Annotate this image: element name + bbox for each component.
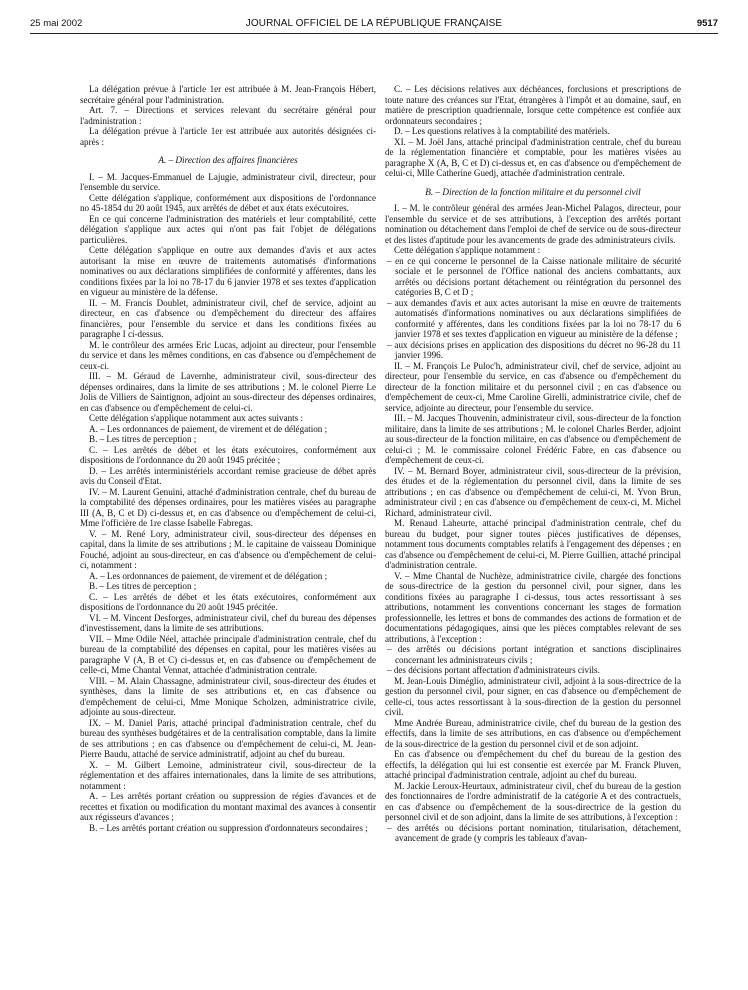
paragraph: III. – M. Géraud de Lavernhe, administrateur civil, sous-directeur des dépenses ordinaires, dans la limite de ses attributions ; M. le colonel Pierre Le Jolis de Villiers de Saintignon, adjoint au sous-directeur des dépenses ordinaires, en cas d'absence ou d'empêchement de celui-ci.	[80, 371, 376, 413]
paragraph: II. – M. François Le Puloc'h, administrateur civil, chef de service, adjoint au directeur, pour l'ensemble du service, en cas d'absence ou d'empêchement du directeur de la fonction militaire et du personnel civil ; en cas d'absence ou d'empêchement de ceux-ci, Mme Caroline Girelli, administratrice civile, chef de service, adjointe au directeur, pour l'ensemble du service.	[385, 360, 681, 413]
dash-list	[385, 256, 681, 361]
paragraph: B. – Les arrêtés portant création ou suppression d'ordonnateurs secondaires ;	[89, 822, 368, 833]
section-heading: A. – Direction des affaires financières	[158, 155, 298, 165]
list-item: – des arrêtés ou décisions portant intégration et sanctions disciplinaires concernant les administrateurs civils ;	[385, 644, 681, 665]
paragraph: La délégation prévue à l'article 1er est attribuée aux autorités désignées ci-après :	[80, 126, 376, 147]
paragraph: La délégation prévue à l'article 1er est attribuée à M. Jean-François Hébert, secrétaire général pour l'administration.	[80, 84, 376, 105]
paragraph: IX. – M. Daniel Paris, attaché principal d'administration centrale, chef du bureau des synthèses budgétaires et de la centralisation comptable, dans la limite de ses attributions ; en cas d'absence ou d'empêchement de celui-ci, M. Jean-Pierre Baudu, attaché de service administratif, adjoint au chef du bureau.	[80, 717, 376, 759]
paragraph: Cette délégation s'applique, conformément aux dispositions de l'ordonnance no 45-1854 du 20 août 1945, aux arrêtés de débet et aux états exécutoires.	[80, 192, 376, 213]
paragraph: C. – Les décisions relatives aux déchéances, forclusions et prescriptions de toute nature des créances sur l'Etat, étrangères à l'impôt et au domaine, sauf, en matière de prescription quadriennale, lorsque cette compétence est confiée aux ordonnateurs secondaires ;	[385, 84, 681, 126]
paragraph: Cette délégation s'applique notamment aux actes suivants :	[89, 413, 304, 423]
list-item: – des arrêtés ou décisions portant nomination, titularisation, détachement, avancement de grade (y compris les tableaux d'avan-	[385, 823, 681, 844]
page-date: 25 mai 2002	[30, 18, 83, 29]
paragraph: V. – M. René Lory, administrateur civil, sous-directeur des dépenses en capital, dans la limite de ses attributions ; M. le capitaine de vaisseau Dominique Fouché, adjoint au sous-directeur, en cas d'absence ou d'empêchement de celui-ci, notamment :	[80, 528, 376, 570]
paragraph: Cette délégation s'applique notamment :	[394, 245, 541, 255]
paragraph: B. – Les titres de perception ;	[89, 581, 197, 591]
page-header	[30, 16, 718, 32]
paragraph: A. – Les ordonnances de paiement, de virement et de délégation ;	[89, 570, 328, 581]
paragraph: VI. – M. Vincent Desforges, administrateur civil, chef du bureau des dépenses d'investissement, dans la limite de ses attributions.	[80, 612, 376, 633]
paragraph: B. – Les titres de perception ;	[89, 434, 197, 444]
paragraph: VIII. – M. Alain Chassagne, administrateur civil, sous-directeur des études et synthèses, dans la limite de ses attributions et, en cas d'absence ou d'empêchement de celui-ci, Mme Monique Scholzen, administratrice civile, adjointe au sous-directeur.	[80, 675, 376, 717]
right-column	[385, 84, 681, 844]
paragraph: IV. – M. Bernard Boyer, administrateur civil, sous-directeur de la prévision, des études et de la réglementation du personnel civil, dans la limite de ses attributions ; en cas d'absence ou d'empêchement de celui-ci, M. Yvon Brun, administrateur civil ; en cas d'absence ou d'empêchement de ceux-ci, M. Michel Richard, administrateur civil.	[385, 465, 681, 518]
header-rule	[30, 33, 718, 34]
list-item: – aux décisions prises en application des dispositions du décret no 96-28 du 11 janvier 1996.	[385, 340, 681, 361]
left-column	[80, 84, 376, 833]
paragraph: M. Jean-Louis Diméglio, administrateur civil, adjoint à la sous-directrice de la gestion du personnel civil, pour signer, en cas d'absence ou d'empêchement de celle-ci, tous actes ressortissant à la sous-direction de la gestion du personnel civil.	[385, 675, 681, 717]
paragraph: A. – Les arrêtés portant création ou suppression de régies d'avances et de recettes et fixation ou modification du montant maximal des avances à consentir aux régisseurs d'avances ;	[80, 791, 376, 822]
paragraph: VII. – Mme Odile Néel, attachée principale d'administration centrale, chef du bureau de la comptabilité des dépenses en capital, pour les matières visées au paragraphe V (A, B et C) ci-dessus et, en cas d'absence ou d'empêchement de celle-ci, Mme Chantal Vennat, attachée d'administration centrale.	[80, 633, 376, 675]
dash-list	[385, 644, 681, 676]
list-item: – aux demandes d'avis et aux actes autorisant la mise en œuvre de traitements automatisés d'informations nominatives ou aux déclarations simplifiées de conformité y afférentes, dans les conditions fixées par la loi no 78-17 du 6 janvier 1978 et ses textes d'application en vigueur au ministère de la défense ;	[385, 298, 681, 340]
paragraph: En cas d'absence ou d'empêchement du chef du bureau de la gestion des effectifs, la délégation qui lui est consentie est exercée par M. Franck Pluven, attaché principal d'administration centrale, adjoint au chef du bureau.	[385, 749, 681, 780]
dash-list	[385, 823, 681, 844]
paragraph: V. – Mme Chantal de Nuchèze, administratrice civile, chargée des fonctions de sous-directrice de la gestion du personnel civil, pour signer, dans les conditions fixées au paragraphe I ci-dessus, tous actes ressortissant à ses attributions, notamment les conventions concernant les stages de formation professionnelle, les lettres et bons de commandes des actions de formation et de documentations pédagogiques, ainsi que les pièces comptables relevant de ses attributions, à l'exception :	[385, 570, 681, 644]
paragraph: I. – M. le contrôleur général des armées Jean-Michel Palagos, directeur, pour l'ensemble du service et de ses attributions, à l'exception des arrêtés portant nomination ou détachement dans l'emploi de chef de service ou de sous-directeur et des listes d'aptitude pour les avancements de grade des administrateurs civils.	[385, 203, 681, 245]
paragraph: Cette délégation s'applique en outre aux demandes d'avis et aux actes autorisant la mise en œuvre de traitements automatisés d'informations nominatives ou aux déclarations simplifiées de conformité y afférentes, dans les conditions fixées par la loi no 78-17 du 6 janvier 1978 et ses textes d'application en vigueur au ministère de la défense.	[80, 245, 376, 297]
paragraph: En ce qui concerne l'administration des matériels et leur comptabilité, cette délégation s'applique aux actes qui n'ont pas fait l'objet de délégations particulières.	[80, 213, 376, 245]
paragraph: II. – M. Francis Doublet, administrateur civil, chef de service, adjoint au directeur, en cas d'absence ou d'empêchement du directeur des affaires financières, pour l'ensemble du service et dans les conditions fixées au paragraphe I ci-dessus.	[80, 297, 376, 339]
journal-title: JOURNAL OFFICIEL DE LA RÉPUBLIQUE FRANÇAISE	[245, 18, 503, 29]
paragraph: XI. – M. Joël Jans, attaché principal d'administration centrale, chef du bureau de la réglementation financière et comptable, pour les matières visées au paragraphe X (A, B, C et D) ci-dessus et, en cas d'absence ou d'empêchement de celui-ci, Mlle Catherine Guedj, attachée d'administration centrale.	[385, 136, 681, 178]
paragraph: Mme Andrée Bureau, administratrice civile, chef du bureau de la gestion des effectifs, dans la limite de ses attributions, en cas d'absence ou d'empêchement de la sous-directrice de la gestion du personnel civil et de son adjoint.	[385, 717, 681, 749]
paragraph: D. – Les arrêtés interministériels accordant remise gracieuse de débet après avis du Conseil d'Etat.	[80, 465, 376, 486]
paragraph: A. – Les ordonnances de paiement, de virement et de délégation ;	[89, 423, 328, 434]
paragraph: Art. 7. – Directions et services relevant du secrétaire général pour l'administration :	[80, 105, 376, 126]
paragraph: C. – Les arrêtés de débet et les états exécutoires, conformément aux dispositions de l'ordonnance du 20 août 1945 précitée ;	[80, 444, 376, 465]
paragraph: M. Jackie Leroux-Heurtaux, administrateur civil, chef du bureau de la gestion des fonctionnaires de l'ordre administratif de la catégorie A et des contractuels, en cas d'absence ou d'empêchement de la sous-directrice de la gestion du personnel civil et de son adjoint, dans la limite de ses attributions, à l'exception :	[385, 780, 681, 822]
paragraph: M. Renaud Laheurte, attaché principal d'administration centrale, chef du bureau du budget, pour signer toutes pièces justificatives de dépenses, notamment tous documents comptables relatifs à l'engagement des dépenses ; en cas d'absence ou d'empêchement de celui-ci, M. Pierre Guillien, attaché principal d'administration centrale.	[385, 518, 681, 570]
paragraph: M. le contrôleur des armées Eric Lucas, adjoint au directeur, pour l'ensemble du service et dans les mêmes conditions, en cas d'absence ou d'empêchement de ceux-ci.	[80, 339, 376, 371]
page-number: 9517	[696, 18, 718, 29]
paragraph: D. – Les questions relatives à la comptabilité des matériels.	[394, 126, 610, 136]
section-heading: B. – Direction de la fonction militaire et du personnel civil	[425, 186, 641, 197]
list-item: – en ce qui concerne le personnel de la Caisse nationale militaire de sécurité sociale et le personnel de l'Office national des anciens combattants, aux arrêtés ou décisions portant détachement ou réintégration du personnel des catégories B, C et D ;	[385, 256, 681, 298]
list-item: – des décisions portant affectation d'administrateurs civils.	[385, 665, 681, 676]
paragraph: X. – M. Gilbert Lemoine, administrateur civil, sous-directeur de la réglementation et des affaires internationales, dans la limite de ses attributions, notamment :	[80, 759, 376, 791]
paragraph: IV. – M. Laurent Genuini, attaché d'administration centrale, chef du bureau de la comptabilité des dépenses ordinaires, pour les matières visées au paragraphe III (A, B, C et D) ci-dessus et, en cas d'absence ou d'empêchement de celui-ci, Mme l'officière de 1re classe Isabelle Fabregas.	[80, 486, 376, 528]
paragraph: C. – Les arrêtés de débet et les états exécutoires, conformément aux dispositions de l'ordonnance du 20 août 1945 précitée.	[80, 591, 376, 612]
paragraph: III. – M. Jacques Thouvenin, administrateur civil, sous-directeur de la fonction militaire, dans la limite de ses attributions ; M. le colonel Charles Berder, adjoint au sous-directeur de la fonction militaire, en cas d'absence ou d'empêchement de celui-ci ; M. le commissaire colonel Frédéric Fabre, en cas d'absence ou d'empêchement de ceux-ci.	[385, 413, 681, 465]
paragraph: I. – M. Jacques-Emmanuel de Lajugie, administrateur civil, directeur, pour l'ensemble du service.	[80, 171, 376, 192]
